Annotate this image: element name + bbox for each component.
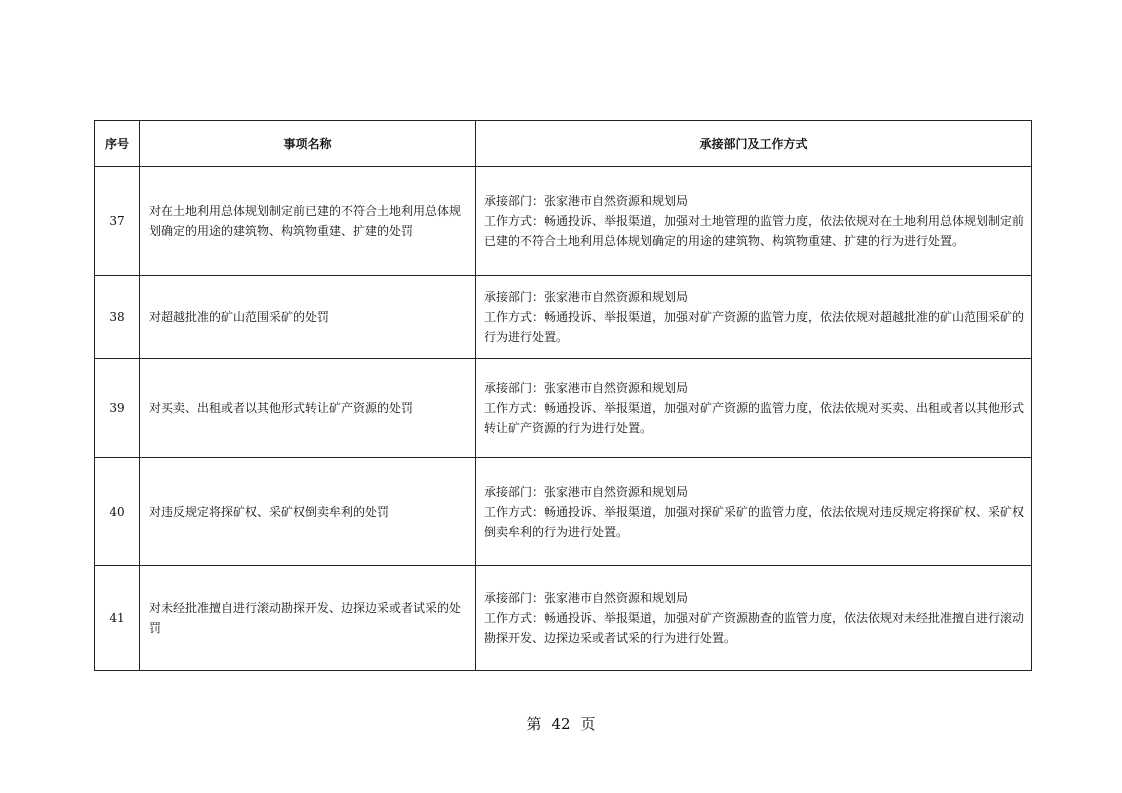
row-matter-name: 对未经批准擅自进行滚动勘探开发、边探边采或者试采的处罚 (140, 566, 476, 671)
matters-table (94, 120, 1032, 671)
page-footer (0, 714, 1122, 734)
row-dept: 承接部门：张家港市自然资源和规划局 (484, 290, 689, 304)
row-seq: 41 (95, 566, 140, 671)
page-number-suffix: 页 (580, 715, 596, 733)
table-row (95, 458, 1032, 566)
row-dept: 承接部门：张家港市自然资源和规划局 (484, 194, 689, 208)
row-method: 工作方式：畅通投诉、举报渠道，加强对矿产资源的监管力度，依法依规对买卖、出租或者以其他形式转让矿产资源的行为进行处置。 (484, 401, 1025, 435)
row-dept-method (476, 458, 1032, 566)
table-row (95, 276, 1032, 359)
row-method: 工作方式：畅通投诉、举报渠道，加强对探矿采矿的监管力度，依法依规对违反规定将探矿权、采矿权倒卖牟利的行为进行处置。 (484, 504, 1025, 539)
row-matter-name: 对超越批准的矿山范围采矿的处罚 (140, 276, 476, 359)
table-header-row (95, 121, 1032, 167)
row-dept-method (476, 359, 1032, 458)
row-matter-name: 对在土地利用总体规划制定前已建的不符合土地利用总体规划确定的用途的建筑物、构筑物重建、扩建的处罚 (140, 167, 476, 276)
table-row (95, 566, 1032, 671)
row-dept: 承接部门：张家港市自然资源和规划局 (484, 381, 689, 395)
page-number-prefix: 第 (526, 715, 542, 733)
header-method: 承接部门及工作方式 (476, 121, 1032, 167)
row-method: 工作方式：畅通投诉、举报渠道，加强对矿产资源勘查的监管力度，依法依规对未经批准擅自进行滚动勘探开发、边探边采或者试采的行为进行处置。 (484, 611, 1025, 645)
row-matter-name: 对买卖、出租或者以其他形式转让矿产资源的处罚 (140, 359, 476, 458)
row-matter-name: 对违反规定将探矿权、采矿权倒卖牟利的处罚 (140, 458, 476, 566)
page-number: 42 (551, 715, 571, 733)
row-dept-method (476, 566, 1032, 671)
row-seq: 38 (95, 276, 140, 359)
row-seq: 37 (95, 167, 140, 276)
row-seq: 40 (95, 458, 140, 566)
header-name: 事项名称 (140, 121, 476, 167)
row-method: 工作方式：畅通投诉、举报渠道，加强对土地管理的监管力度，依法依规对在土地利用总体规划制定前已建的不符合土地利用总体规划确定的用途的建筑物、构筑物重建、扩建的行为进行处置。 (484, 214, 1025, 248)
table-row (95, 359, 1032, 458)
row-dept-method (476, 276, 1032, 359)
row-seq: 39 (95, 359, 140, 458)
row-dept-method (476, 167, 1032, 276)
row-method: 工作方式：畅通投诉、举报渠道，加强对矿产资源的监管力度，依法依规对超越批准的矿山范围采矿的行为进行处置。 (484, 310, 1025, 344)
row-dept: 承接部门：张家港市自然资源和规划局 (484, 484, 689, 499)
header-seq: 序号 (95, 121, 140, 167)
table-row (95, 167, 1032, 276)
row-dept: 承接部门：张家港市自然资源和规划局 (484, 591, 689, 605)
